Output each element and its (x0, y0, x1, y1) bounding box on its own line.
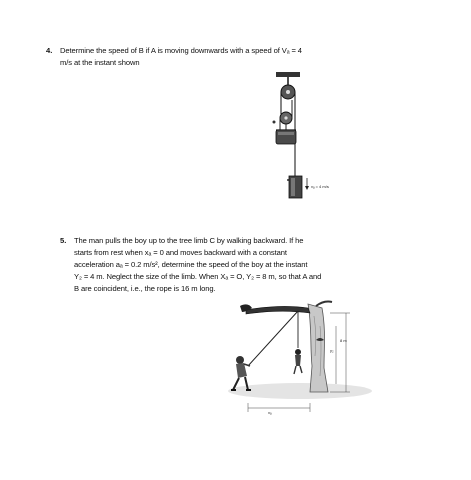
problem-5-line-2: starts from rest when xₐ = 0 and moves backward with a constant (74, 248, 287, 257)
boy-figure (294, 349, 302, 374)
rope-to-man (248, 311, 298, 366)
man-figure (231, 356, 251, 390)
velocity-label: vₐ = 4 m/s (311, 184, 329, 189)
label-8m: 8 m (340, 338, 347, 343)
problem-4-text-line-2: m/s at the instant shown (60, 58, 140, 67)
tree-trunk (308, 304, 328, 392)
problem-5-number: 5. (60, 236, 67, 245)
block-a (289, 176, 302, 198)
tree-rope-figure (220, 296, 380, 426)
problem-5-line-1: The man pulls the boy up to the tree limb C by walking backward. If he (74, 236, 304, 245)
label-x: xₐ (268, 410, 272, 415)
problem-4-number: 4. (46, 46, 53, 55)
problem-5-line-5: B are coincident, i.e., the rope is 16 m long. (74, 284, 216, 293)
ceiling-support (276, 72, 300, 77)
tree-limb-c (246, 306, 310, 314)
pulley-figure (250, 72, 370, 212)
problem-5-line-4: Y₂ = 4 m. Neglect the size of the limb. When Xₐ = O, Y₂ = 8 m, so that A and (74, 272, 322, 281)
problem-4-text-line-1: Determine the speed of B if A is moving downwards with a speed of Vₐ = 4 (60, 46, 302, 55)
problem-5-line-3: acceleration aₐ = 0.2 m/s², determine the speed of the boy at the instant (74, 260, 308, 269)
label-y: y₂ (330, 348, 334, 353)
